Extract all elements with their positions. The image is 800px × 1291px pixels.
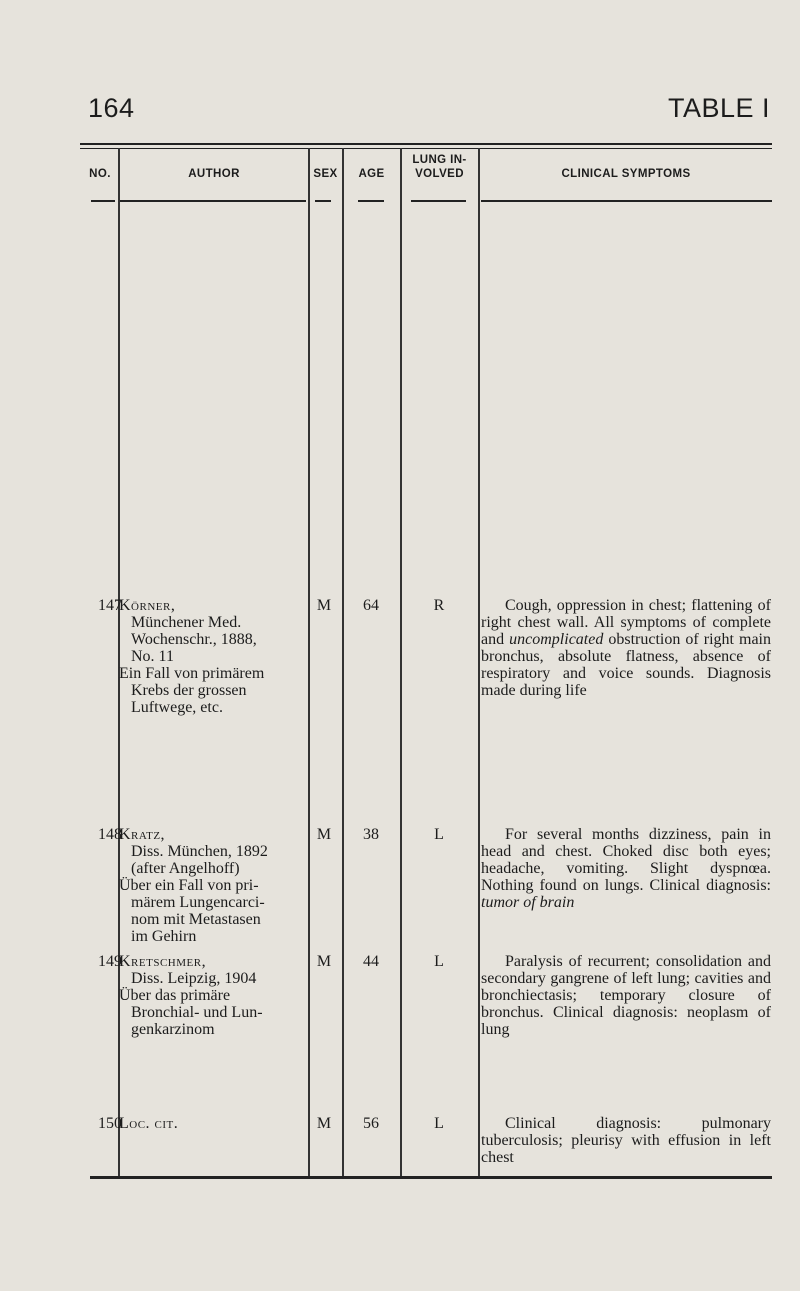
clinical-text: Cough, oppression in chest; flattening of right chest wall. All symptoms of complete and (481, 597, 771, 648)
author-name: Loc. cit. (119, 1115, 179, 1132)
age-value: 56 (363, 1115, 379, 1132)
source-line: Wochenschr., 1888, (131, 631, 257, 648)
article-title-line: Ein Fall von primärem (119, 665, 265, 682)
row-number: 148 (98, 826, 122, 843)
header-underline-sex (315, 200, 331, 202)
col-header-author: AUTHOR (188, 168, 240, 180)
sex-value: M (316, 826, 332, 843)
bottom-rule (90, 1176, 772, 1179)
header-underline-no (91, 200, 115, 202)
author-cell (119, 826, 309, 945)
clinical-text-italic: tumor of brain (481, 894, 575, 911)
sex-value: M (316, 953, 332, 970)
col-header-lung-line1: LUNG IN- (412, 154, 467, 166)
article-title-line: Luftwege, etc. (131, 699, 223, 716)
divider-age-lung (400, 148, 402, 1176)
source-line: No. 11 (131, 648, 174, 665)
clinical-symptoms (481, 1115, 771, 1166)
header-underline-lung (411, 200, 466, 202)
header-underline-author (119, 200, 306, 202)
article-title-line: Über ein Fall von pri- (119, 877, 259, 894)
divider-sex-age (342, 148, 344, 1176)
clinical-symptoms (481, 826, 771, 911)
article-title-line: märem Lungencarci- (131, 894, 265, 911)
source-line: Diss. München, 1892 (131, 843, 268, 860)
header-underline-clinical (481, 200, 772, 202)
source-line: Diss. Leipzig, 1904 (131, 970, 257, 987)
divider-lung-clinical (478, 148, 480, 1176)
lung-value: L (434, 1115, 444, 1132)
article-title-line: Bronchial- und Lun- (131, 1004, 263, 1021)
top-rule-thin (80, 148, 772, 149)
source-line: Münchener Med. (131, 614, 242, 631)
clinical-symptoms (481, 953, 771, 1038)
col-header-no: NO. (89, 168, 111, 180)
lung-value: R (433, 597, 445, 614)
article-title-line: genkarzinom (131, 1021, 215, 1038)
age-value: 38 (363, 826, 379, 843)
lung-value: L (434, 826, 444, 843)
age-value: 44 (363, 953, 379, 970)
article-title-line: Krebs der grossen (131, 682, 247, 699)
source-line: (after Angelhoff) (131, 860, 240, 877)
article-title-line: im Gehirn (131, 928, 197, 945)
lung-value: L (434, 953, 444, 970)
clinical-text: Paralysis of recurrent; consolidation and secondary gangrene of left lung; cavities and bronchiectasis; temporary closure of bronchus. Clinical diagnosis: neoplasm of lung (481, 953, 771, 1038)
col-header-clinical: CLINICAL SYMPTOMS (561, 168, 691, 180)
row-number: 147 (98, 597, 122, 614)
sex-value: M (316, 597, 332, 614)
sex-value: M (316, 1115, 332, 1132)
col-header-sex: SEX (313, 168, 338, 180)
page-number: 164 (88, 93, 135, 123)
author-cell (119, 1115, 309, 1132)
row-number: 149 (98, 953, 122, 970)
author-name: Kratz, (119, 826, 166, 843)
article-title-line: Über das primäre (119, 987, 231, 1004)
table-title: TABLE I (667, 93, 770, 123)
clinical-text: obstruction of right main bronchus, absolute flatness, absence of respiratory and voice sounds. Diagnosis made during life (481, 631, 771, 699)
col-header-age: AGE (358, 168, 385, 180)
author-cell (119, 597, 309, 716)
clinical-symptoms (481, 597, 771, 699)
top-rule (80, 143, 772, 145)
author-cell (119, 953, 309, 1038)
col-header-lung-line2: VOLVED (415, 168, 464, 180)
col-header-lung (401, 153, 478, 181)
clinical-text: For several months dizziness, pain in head and chest. Choked disc both eyes; headache, vomiting. Slight dyspnœa. Nothing found on lungs. Clinical diagnosis: (481, 826, 771, 894)
clinical-text-italic: uncomplicated (509, 631, 604, 648)
author-name: Kretschmer, (119, 953, 207, 970)
row-number: 150 (98, 1115, 122, 1132)
header-underline-age (358, 200, 384, 202)
clinical-text: Clinical diagnosis: pulmonary tuberculosis; pleurisy with effusion in left chest (481, 1115, 771, 1166)
age-value: 64 (363, 597, 379, 614)
article-title-line: nom mit Metastasen (131, 911, 261, 928)
author-name: Körner, (119, 597, 176, 614)
